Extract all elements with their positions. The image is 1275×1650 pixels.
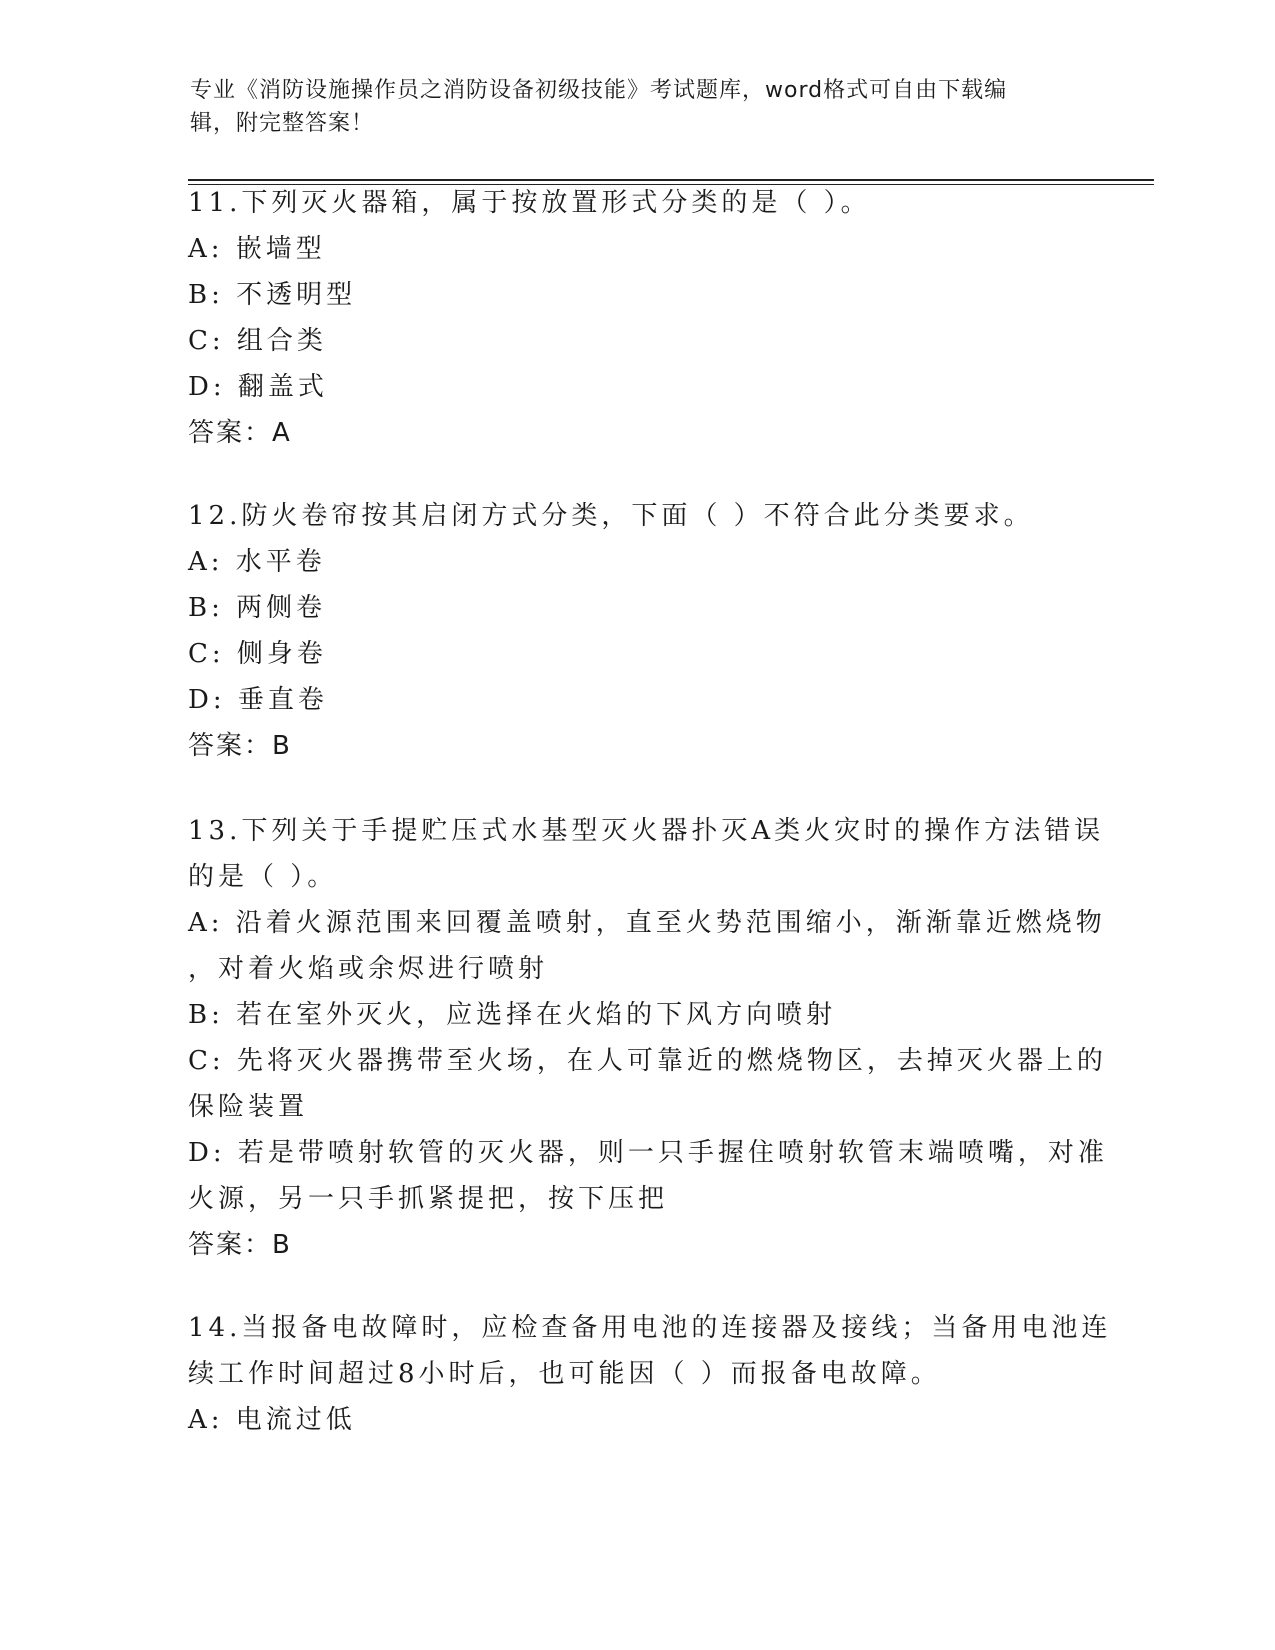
question-13 <box>188 808 1108 1268</box>
option-a: A: 电流过低 <box>188 1405 356 1435</box>
option-b: B: 若在室外灭火，应选择在火焰的下风方向喷射 <box>188 1000 837 1030</box>
option-b: B: 不透明型 <box>188 280 357 310</box>
question-stem: 续工作时间超过8小时后，也可能因（ ）而报备电故障。 <box>188 1359 941 1389</box>
option-d: D: 垂直卷 <box>188 685 328 715</box>
option-c: C: 先将灭火器携带至火场，在人可靠近的燃烧物区，去掉灭火器上的 <box>188 1046 1107 1076</box>
answer-label: 答案：A <box>188 418 292 448</box>
question-11 <box>188 180 1078 456</box>
option-d: 火源，另一只手抓紧提把，按下压把 <box>188 1184 669 1214</box>
question-stem: 的是（ ）。 <box>188 862 338 892</box>
option-a: A: 沿着火源范围来回覆盖喷射，直至火势范围缩小，渐渐靠近燃烧物 <box>188 908 1106 938</box>
question-12 <box>188 493 1078 769</box>
document-header <box>190 74 1070 140</box>
header-line: 专业《消防设施操作员之消防设备初级技能》考试题库，word格式可自由下载编 <box>190 78 1008 103</box>
option-c: 保险装置 <box>188 1092 309 1122</box>
option-c: C: 组合类 <box>188 326 327 356</box>
option-a: A: 水平卷 <box>188 547 326 577</box>
question-stem: 13.下列关于手提贮压式水基型灭火器扑灭A类火灾时的操作方法错误 <box>188 816 1105 846</box>
question-stem: 12.防火卷帘按其启闭方式分类，下面（ ）不符合此分类要求。 <box>188 501 1034 531</box>
option-d: D: 翻盖式 <box>188 372 328 402</box>
header-line: 辑，附完整答案！ <box>190 111 375 136</box>
question-14 <box>188 1305 1112 1443</box>
question-stem: 11.下列灭火器箱，属于按放置形式分类的是（ ）。 <box>188 188 871 218</box>
answer-label: 答案：B <box>188 1230 292 1260</box>
option-a: A: 嵌墙型 <box>188 234 326 264</box>
option-b: B: 两侧卷 <box>188 593 327 623</box>
option-a: ，对着火焰或余烬进行喷射 <box>188 954 549 984</box>
option-c: C: 侧身卷 <box>188 639 327 669</box>
question-stem: 14.当报备电故障时，应检查备用电池的连接器及接线；当备用电池连 <box>188 1313 1112 1343</box>
answer-label: 答案：B <box>188 731 292 761</box>
option-d: D: 若是带喷射软管的灭火器，则一只手握住喷射软管末端喷嘴，对准 <box>188 1138 1108 1168</box>
